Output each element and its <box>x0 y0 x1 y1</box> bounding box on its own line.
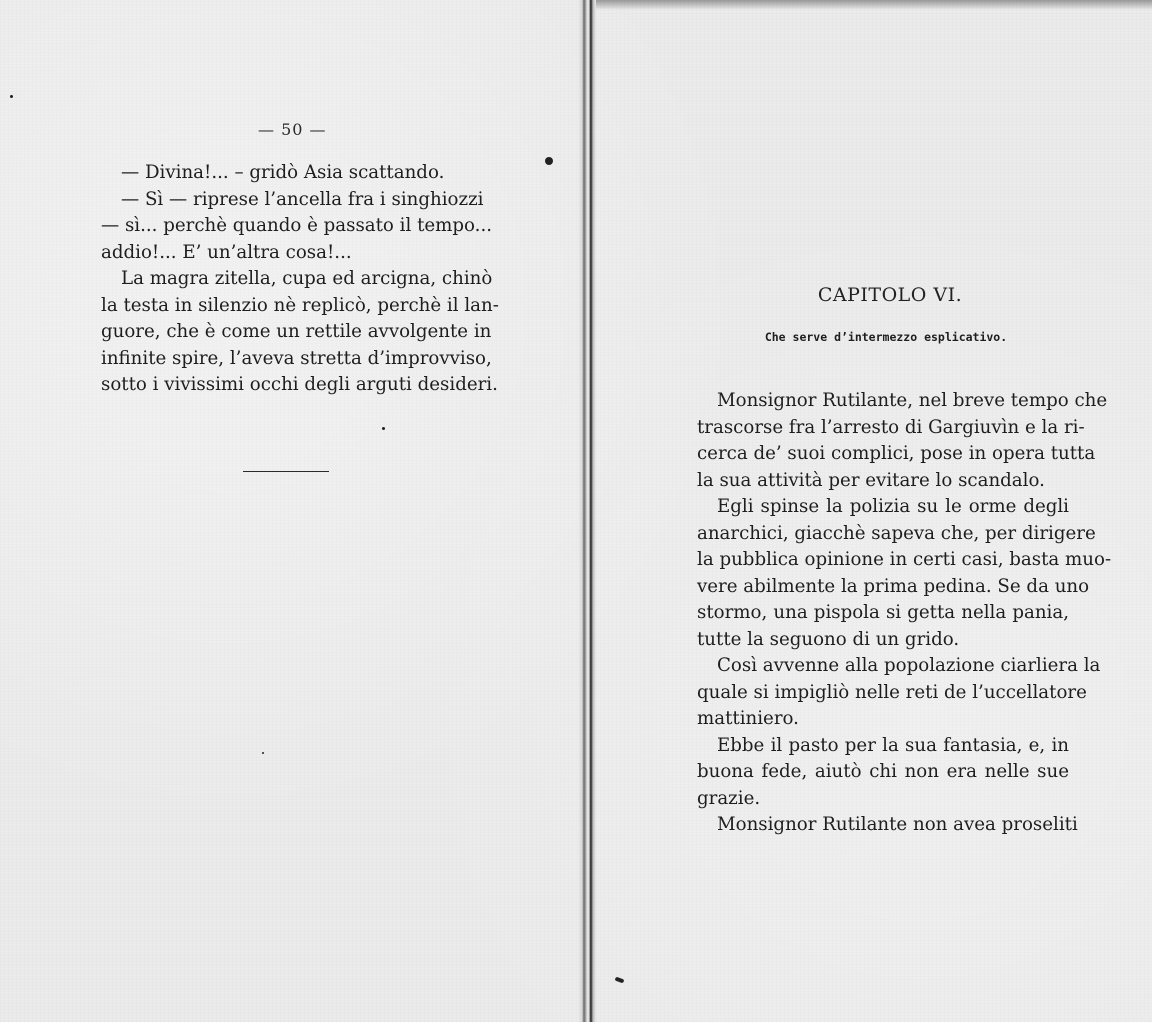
text-line: la pubblica opinione in certi casi, basta muo- <box>697 549 1112 570</box>
text-line: Così avvenne alla popolazione ciarliera la <box>717 655 1101 676</box>
text-line: — Sì — riprese l’ancella fra i singhiozzi <box>121 188 484 210</box>
left-page-text <box>101 160 499 399</box>
text-line: stormo, una pispola si getta nella pania, <box>697 602 1069 623</box>
text-line: la sua attività per evitare lo scandalo. <box>697 469 1045 491</box>
text-line: guore, che è come un rettile avvolgente in <box>101 321 492 342</box>
text-line: Ebbe il pasto per la sua fantasia, e, in <box>717 734 1069 756</box>
section-end-rule <box>243 471 329 472</box>
text-line: quale si impigliò nelle reti de l’uccellatore <box>697 681 1087 703</box>
text-line: sotto i vivissimi occhi degli arguti desideri. <box>101 374 498 395</box>
text-line: cerca de’ suoi complici, pose in opera tutta <box>697 443 1096 464</box>
text-line: — Divina!... – gridò Asia scattando. <box>121 162 445 183</box>
text-line: la testa in silenzio nè replicò, perchè il lan- <box>101 294 499 316</box>
text-line: vere abilmente la prima pedina. Se da uno <box>697 575 1090 597</box>
text-line: tutte la seguono di un grido. <box>697 628 960 650</box>
text-line: trascorse fra l’arresto di Gargiuvìn e la ri- <box>697 416 1085 438</box>
chapter-subtitle: Che serve d’intermezzo esplicativo. <box>764 330 1008 344</box>
ink-speck <box>10 95 13 98</box>
text-line: addio!... E’ un’altra cosa!... <box>101 241 352 263</box>
text-line: anarchici, giacchè sapeva che, per dirigere <box>697 522 1096 544</box>
page-number: — 50 — <box>258 120 327 139</box>
text-line: Egli spinse la polizia su le orme degli <box>717 496 1069 517</box>
text-line: La magra zitella, cupa ed arcigna, chinò <box>121 268 493 289</box>
text-line: — sì... perchè quando è passato il tempo... <box>101 215 493 236</box>
ink-speck <box>382 427 385 430</box>
ink-speck <box>545 157 553 165</box>
text-line: mattiniero. <box>697 708 799 729</box>
ink-speck <box>262 752 264 754</box>
text-line: buona fede, aiutò chi non era nelle sue <box>697 761 1069 782</box>
text-line: Monsignor Rutilante, nel breve tempo che <box>717 390 1108 411</box>
right-page-text <box>697 388 1112 839</box>
chapter-title: CAPITOLO VI. <box>817 284 963 306</box>
text-line: grazie. <box>697 787 761 809</box>
text-line: Monsignor Rutilante non avea proseliti <box>717 814 1078 835</box>
text-line: infinite spire, l’aveva stretta d’improvviso, <box>101 347 492 369</box>
